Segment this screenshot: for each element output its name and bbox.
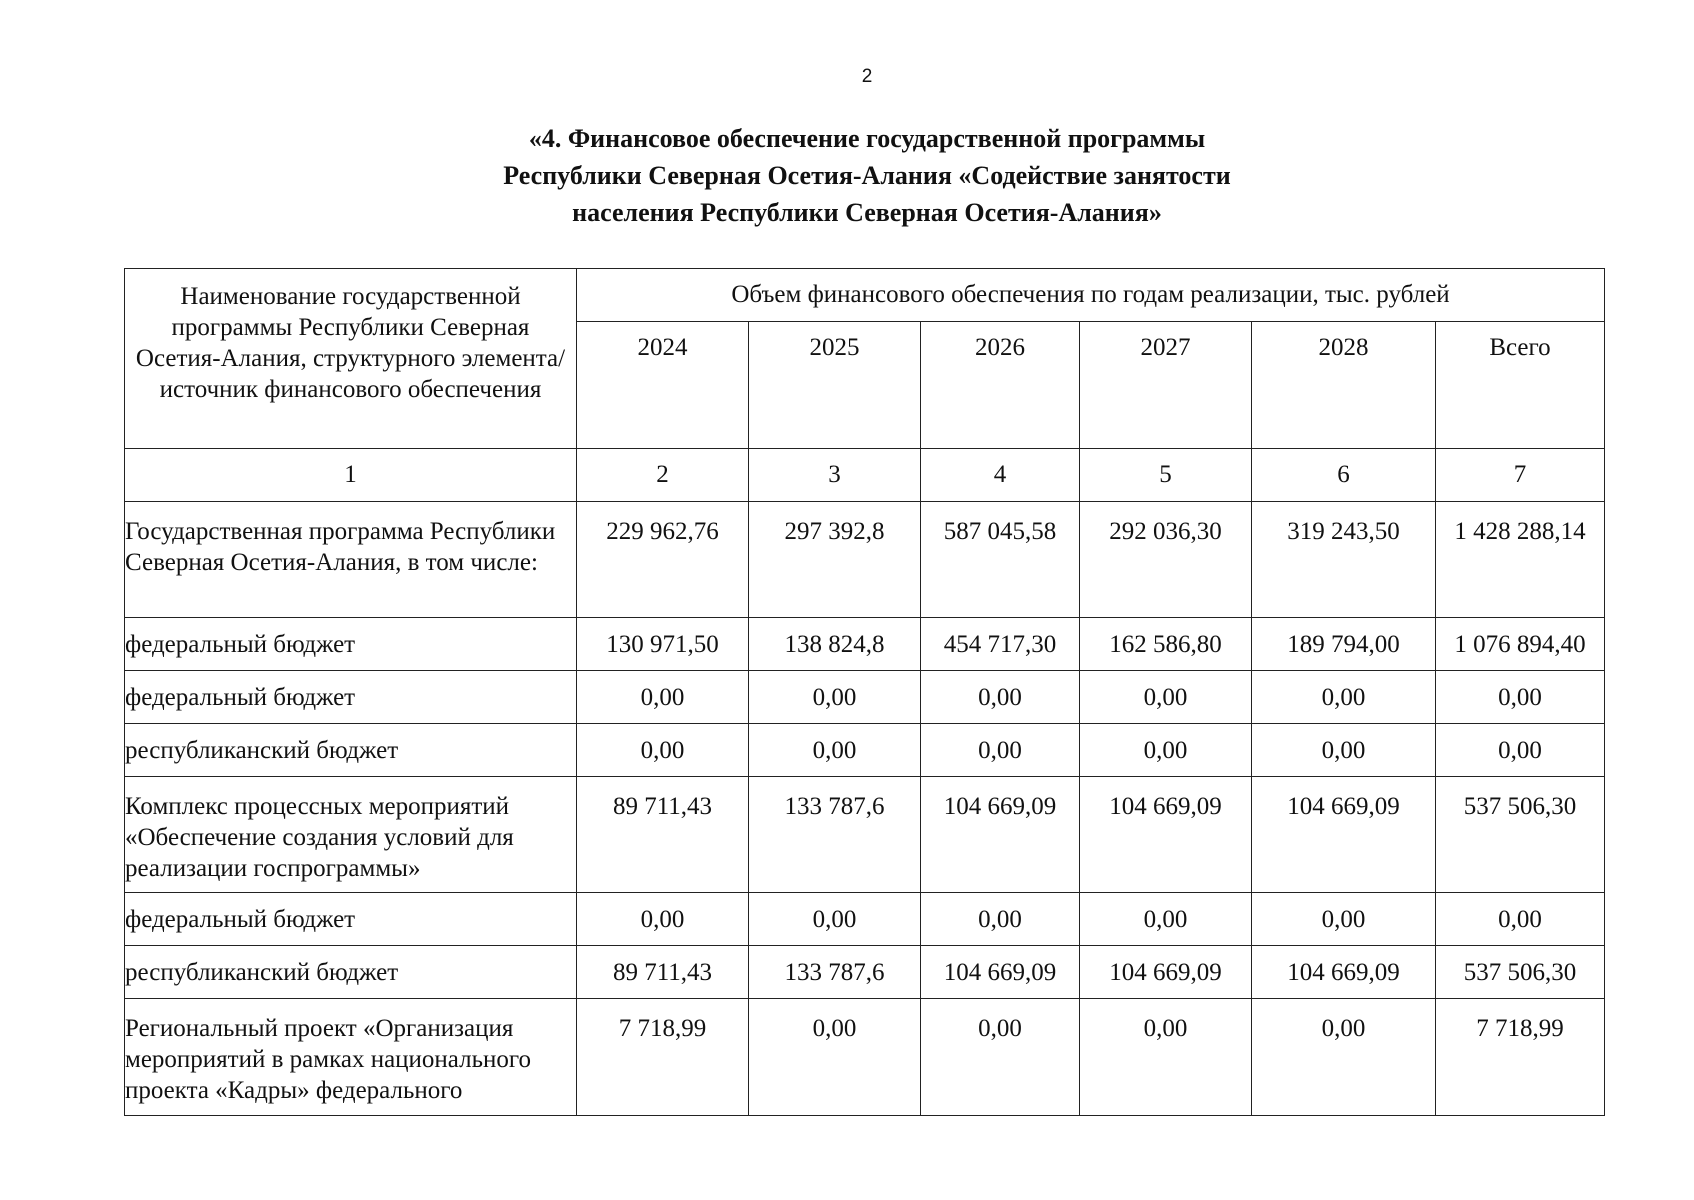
year-header-2027: 2027 <box>1080 322 1252 449</box>
table-row <box>125 999 1605 1116</box>
title-line-3: населения Республики Северная Осетия-Алания» <box>572 198 1162 227</box>
table-row <box>125 618 1605 671</box>
row-name: Комплекс процессных мероприятий «Обеспечение создания условий для реализации госпрограммы» <box>125 777 577 893</box>
value-cell: 104 669,09 <box>1252 946 1436 999</box>
year-header-2024: 2024 <box>577 322 749 449</box>
row-name: Региональный проект «Организация мероприятий в рамках национального проекта «Кадры» федерального <box>125 999 577 1116</box>
page-number: 2 <box>861 66 873 87</box>
column-number: 5 <box>1080 449 1252 502</box>
value-cell: 1 428 288,14 <box>1436 502 1605 618</box>
value-cell: 0,00 <box>749 724 921 777</box>
value-cell: 133 787,6 <box>749 777 921 893</box>
table-row <box>125 946 1605 999</box>
row-name: республиканский бюджет <box>125 724 577 777</box>
value-cell: 0,00 <box>749 893 921 946</box>
year-header-2028: 2028 <box>1252 322 1436 449</box>
value-cell: 0,00 <box>1080 893 1252 946</box>
value-cell: 0,00 <box>1080 671 1252 724</box>
column-number: 4 <box>921 449 1080 502</box>
title-line-1: «4. Финансовое обеспечение государственной программы <box>528 124 1206 153</box>
name-column-header: Наименование государственной программы Республики Северная Осетия-Алания, структурного элемента/источник финансового обеспечения <box>125 269 577 449</box>
value-cell: 319 243,50 <box>1252 502 1436 618</box>
column-number: 7 <box>1436 449 1605 502</box>
value-cell: 189 794,00 <box>1252 618 1436 671</box>
value-cell: 0,00 <box>1252 999 1436 1116</box>
value-cell: 0,00 <box>577 671 749 724</box>
value-cell: 104 669,09 <box>1080 946 1252 999</box>
table-row <box>125 671 1605 724</box>
value-cell: 0,00 <box>577 893 749 946</box>
value-cell: 0,00 <box>921 724 1080 777</box>
value-cell: 454 717,30 <box>921 618 1080 671</box>
value-cell: 89 711,43 <box>577 777 749 893</box>
value-cell: 0,00 <box>1080 724 1252 777</box>
value-cell: 537 506,30 <box>1436 777 1605 893</box>
value-cell: 0,00 <box>1436 671 1605 724</box>
year-header-2026: 2026 <box>921 322 1080 449</box>
value-cell: 1 076 894,40 <box>1436 618 1605 671</box>
column-number: 1 <box>125 449 577 502</box>
value-cell: 0,00 <box>577 724 749 777</box>
value-cell: 0,00 <box>749 671 921 724</box>
value-cell: 0,00 <box>1436 724 1605 777</box>
value-cell: 229 962,76 <box>577 502 749 618</box>
value-cell: 0,00 <box>921 893 1080 946</box>
column-number: 2 <box>577 449 749 502</box>
financing-table <box>124 268 1605 1116</box>
value-cell: 130 971,50 <box>577 618 749 671</box>
value-cell: 162 586,80 <box>1080 618 1252 671</box>
table-row <box>125 893 1605 946</box>
row-name: федеральный бюджет <box>125 618 577 671</box>
table-row <box>125 502 1605 618</box>
value-cell: 0,00 <box>1436 893 1605 946</box>
document-title <box>0 120 1694 231</box>
column-number-row <box>125 449 1605 502</box>
year-header-total: Всего <box>1436 322 1605 449</box>
value-cell: 104 669,09 <box>921 946 1080 999</box>
value-cell: 0,00 <box>921 671 1080 724</box>
value-cell: 587 045,58 <box>921 502 1080 618</box>
value-cell: 7 718,99 <box>1436 999 1605 1116</box>
value-cell: 89 711,43 <box>577 946 749 999</box>
column-number: 3 <box>749 449 921 502</box>
value-cell: 7 718,99 <box>577 999 749 1116</box>
column-number: 6 <box>1252 449 1436 502</box>
row-name: федеральный бюджет <box>125 893 577 946</box>
value-cell: 138 824,8 <box>749 618 921 671</box>
value-cell: 104 669,09 <box>921 777 1080 893</box>
value-cell: 133 787,6 <box>749 946 921 999</box>
title-line-2: Республики Северная Осетия-Алания «Содействие занятости <box>503 161 1231 190</box>
value-cell: 0,00 <box>1252 671 1436 724</box>
table-row <box>125 724 1605 777</box>
value-cell: 0,00 <box>1080 999 1252 1116</box>
funding-volume-header: Объем финансового обеспечения по годам реализации, тыс. рублей <box>577 269 1605 322</box>
row-name: федеральный бюджет <box>125 671 577 724</box>
value-cell: 0,00 <box>1252 893 1436 946</box>
value-cell: 104 669,09 <box>1252 777 1436 893</box>
row-name: Государственная программа Республики Северная Осетия-Алания, в том числе: <box>125 502 577 618</box>
row-name: республиканский бюджет <box>125 946 577 999</box>
value-cell: 0,00 <box>921 999 1080 1116</box>
value-cell: 297 392,8 <box>749 502 921 618</box>
year-header-2025: 2025 <box>749 322 921 449</box>
value-cell: 104 669,09 <box>1080 777 1252 893</box>
header-row <box>125 269 1605 322</box>
table-row <box>125 777 1605 893</box>
value-cell: 0,00 <box>1252 724 1436 777</box>
value-cell: 0,00 <box>749 999 921 1116</box>
value-cell: 537 506,30 <box>1436 946 1605 999</box>
value-cell: 292 036,30 <box>1080 502 1252 618</box>
